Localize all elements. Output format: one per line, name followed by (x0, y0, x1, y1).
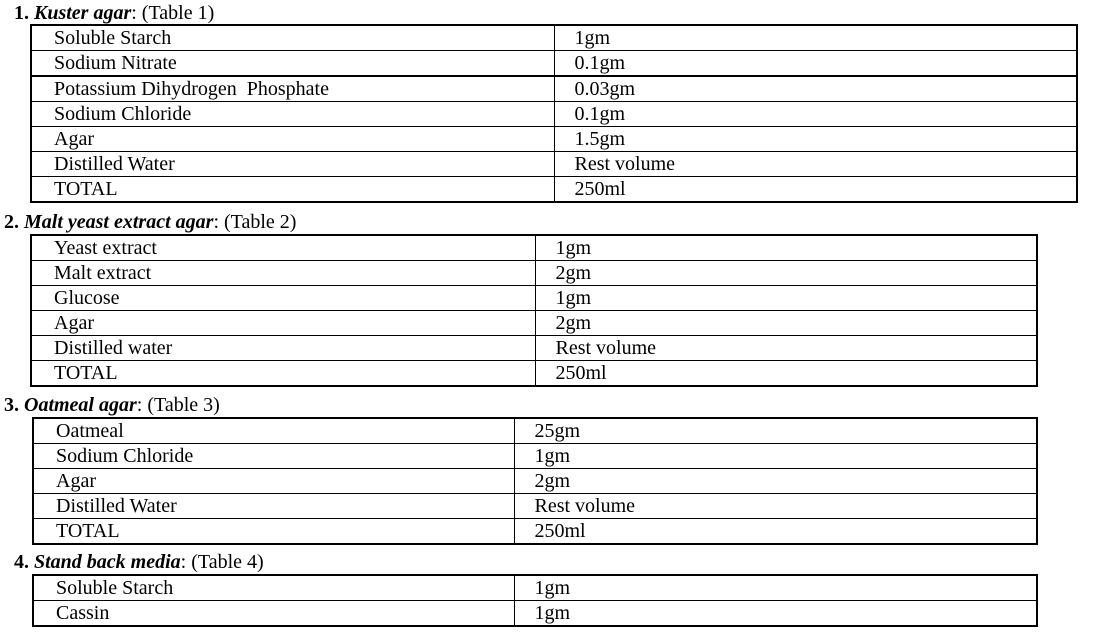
ingredient-cell: Distilled Water (33, 494, 514, 519)
table-row (33, 418, 1037, 444)
section-title: Stand back media (34, 551, 181, 573)
table-row (33, 575, 1037, 601)
section-3-heading (4, 394, 220, 416)
table-3 (32, 417, 1038, 545)
amount-cell: 2gm (514, 469, 1037, 494)
section-number: 2. (4, 211, 19, 233)
amount-cell: 250ml (535, 361, 1037, 387)
section-title: Malt yeast extract agar (24, 211, 214, 233)
table-reference: : (Table 4) (180, 551, 264, 573)
section-4-heading (14, 551, 264, 573)
ingredient-cell: TOTAL (33, 519, 514, 545)
ingredient-cell: Soluble Starch (31, 25, 554, 51)
table-row (31, 311, 1037, 336)
table-row (31, 235, 1037, 261)
ingredient-cell: Malt extract (31, 261, 535, 286)
amount-cell: 2gm (535, 311, 1037, 336)
ingredient-cell: Oatmeal (33, 418, 514, 444)
table-row (33, 444, 1037, 469)
table-reference: : (Table 1) (131, 2, 215, 24)
ingredient-cell: Distilled water (31, 336, 535, 361)
section-number: 1. (14, 2, 29, 24)
table-row (31, 76, 1077, 102)
amount-cell: 0.03gm (554, 76, 1077, 102)
ingredient-cell: Yeast extract (31, 235, 535, 261)
ingredient-cell: Agar (31, 311, 535, 336)
table-row (31, 25, 1077, 51)
amount-cell: 25gm (514, 418, 1037, 444)
ingredient-cell: TOTAL (31, 177, 554, 203)
amount-cell: 1gm (535, 286, 1037, 311)
table-row (33, 494, 1037, 519)
section-number: 3. (4, 394, 19, 416)
amount-cell: 1gm (535, 235, 1037, 261)
section-title: Kuster agar (34, 2, 132, 24)
table-row (31, 336, 1037, 361)
table-row (31, 127, 1077, 152)
amount-cell: 250ml (554, 177, 1077, 203)
amount-cell: Rest volume (535, 336, 1037, 361)
table-row (33, 469, 1037, 494)
table-2 (30, 234, 1038, 387)
amount-cell: 250ml (514, 519, 1037, 545)
ingredient-cell: Soluble Starch (33, 575, 514, 601)
ingredient-cell: Glucose (31, 286, 535, 311)
section-title: Oatmeal agar (24, 394, 137, 416)
amount-cell: Rest volume (554, 152, 1077, 177)
ingredient-cell: Sodium Chloride (33, 444, 514, 469)
table-row (31, 177, 1077, 203)
amount-cell: 0.1gm (554, 51, 1077, 77)
amount-cell: 0.1gm (554, 102, 1077, 127)
table-row (31, 51, 1077, 77)
ingredient-cell: TOTAL (31, 361, 535, 387)
amount-cell: 1gm (514, 601, 1037, 627)
table-row (31, 286, 1037, 311)
section-1-heading (14, 2, 214, 24)
ingredient-cell: Sodium Chloride (31, 102, 554, 127)
table-row (33, 519, 1037, 545)
table-row (33, 601, 1037, 627)
table-row (31, 361, 1037, 387)
table-row (31, 152, 1077, 177)
amount-cell: 1gm (554, 25, 1077, 51)
table-1 (30, 24, 1078, 203)
amount-cell: Rest volume (514, 494, 1037, 519)
ingredient-cell: Sodium Nitrate (31, 51, 554, 77)
amount-cell: 2gm (535, 261, 1037, 286)
table-row (31, 102, 1077, 127)
table-reference: : (Table 2) (213, 211, 297, 233)
ingredient-cell: Distilled Water (31, 152, 554, 177)
ingredient-cell: Potassium Dihydrogen Phosphate (31, 76, 554, 102)
amount-cell: 1gm (514, 575, 1037, 601)
section-number: 4. (14, 551, 29, 573)
ingredient-cell: Agar (33, 469, 514, 494)
ingredient-cell: Cassin (33, 601, 514, 627)
table-reference: : (Table 3) (136, 394, 220, 416)
section-2-heading (4, 211, 296, 233)
ingredient-cell: Agar (31, 127, 554, 152)
table-4 (32, 574, 1038, 627)
amount-cell: 1gm (514, 444, 1037, 469)
amount-cell: 1.5gm (554, 127, 1077, 152)
table-row (31, 261, 1037, 286)
